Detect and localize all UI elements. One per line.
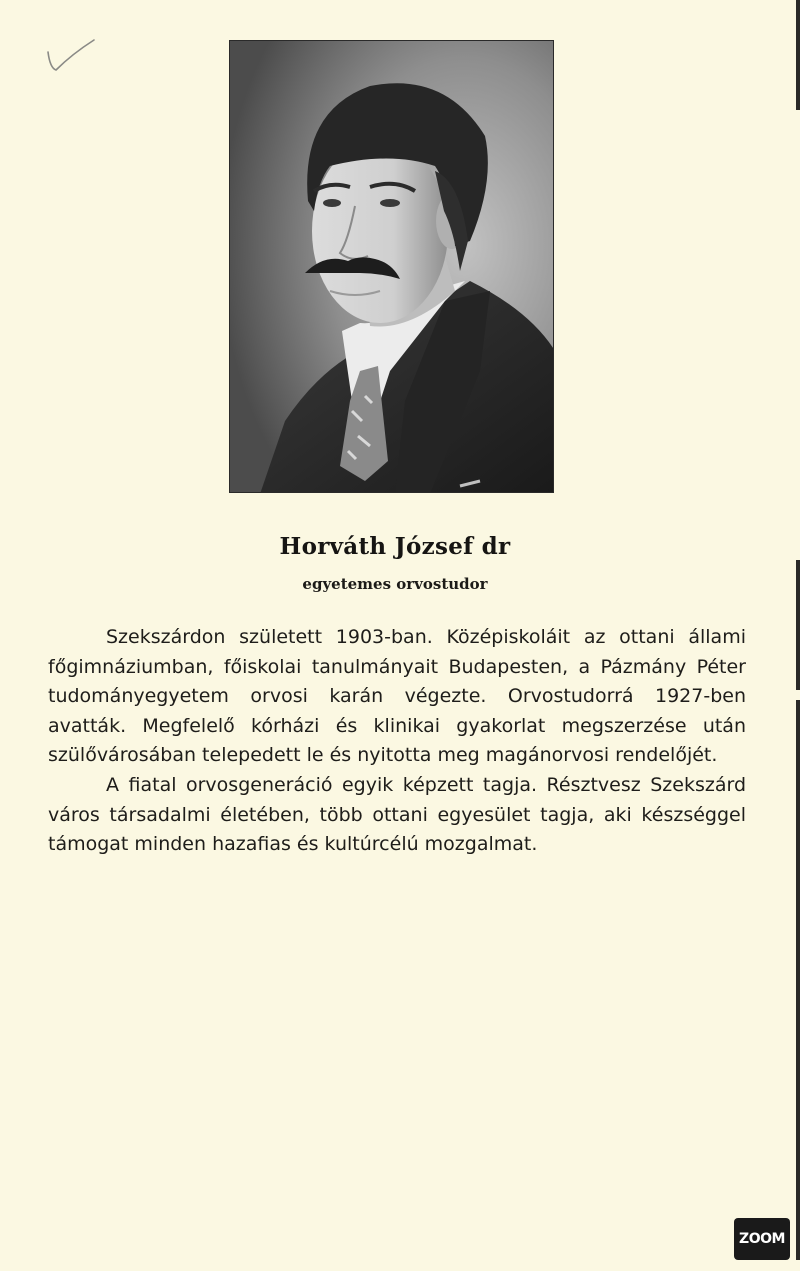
- pencil-check-mark: [46, 38, 98, 74]
- biography-text: [48, 623, 746, 860]
- biography-paragraph: A fiatal orvosgeneráció egyik képzett tagja. Résztvesz Szekszárd város társadalmi életében, több ottani egyesület tagja, aki készséggel támogat minden hazafias és kultúrcélú mozgalmat.: [48, 773, 746, 856]
- biography-paragraph: Szekszárdon született 1903-ban. Középiskoláit az ottani állami főgimnáziumban, főiskolai tanulmányait Budapesten, a Pázmány Péter tudományegyetem orvosi karán végezte. Orvostudorrá 1927-ben avatták. Megfelelő kórházi és klinikai gyakorlat megszerzése után szülővárosában telepedett le és nyitotta meg magánorvosi rendelőjét.: [48, 626, 746, 767]
- zoom-logo-label: ZOOM: [739, 1231, 785, 1247]
- name-heading: Horváth József dr: [279, 533, 511, 560]
- zoom-logo: [734, 1218, 790, 1260]
- page-edge: [796, 700, 800, 1260]
- name-subtitle: egyetemes orvostudor: [302, 575, 488, 593]
- portrait-photo: [229, 40, 554, 493]
- page-edge: [796, 560, 800, 690]
- page-edge: [796, 0, 800, 110]
